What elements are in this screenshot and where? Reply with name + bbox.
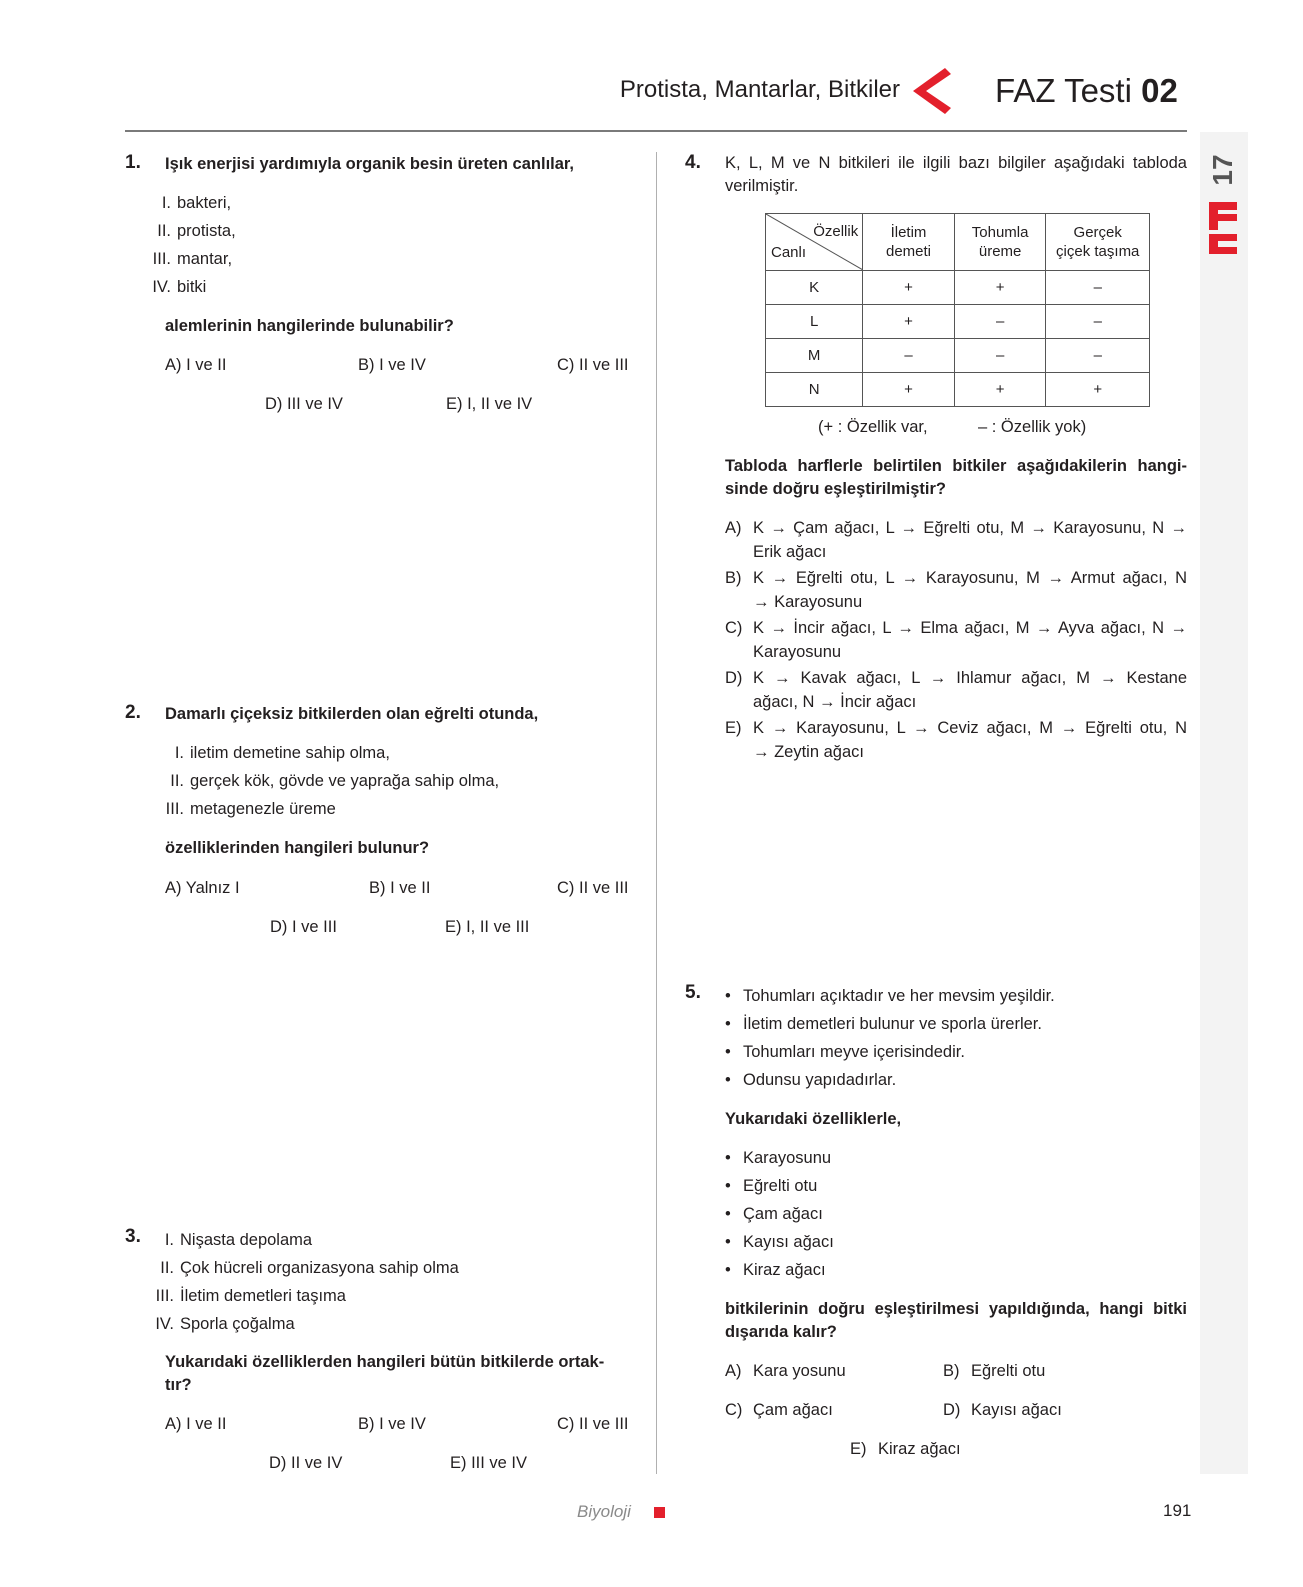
q2-option-d[interactable]: D) I ve III — [270, 918, 337, 936]
table-cell: + — [863, 373, 955, 407]
q4-question-line1: Tabloda harflerle belirtilen bitkiler aşağıdakilerin hangi- — [725, 457, 1187, 475]
q1-option-d[interactable]: D) III ve IV — [265, 395, 343, 413]
table-cell: + — [863, 271, 955, 305]
q2-item: I. iletim demetine sahip olma, — [174, 744, 390, 762]
test-title — [995, 72, 1178, 110]
q5-option-a[interactable]: A) Kara yosunu — [725, 1362, 846, 1380]
q4-option-b[interactable]: B) K → Eğrelti otu, L → Karayosunu, M → Armut ağacı, N → Karayosunu — [725, 569, 1187, 611]
q5-option-d[interactable]: D) Kayısı ağacı — [943, 1401, 1062, 1419]
q1-option-e[interactable]: E) I, II ve IV — [446, 395, 533, 413]
row-label: L — [766, 305, 863, 339]
q1-item: II. protista, — [157, 222, 236, 240]
q5-question-line1: bitkilerinin doğru eşleştirilmesi yapıldığında, hangi bitki — [725, 1300, 1187, 1318]
faz-logo-icon — [1203, 200, 1243, 256]
q1-number: 1. — [125, 152, 141, 173]
q1-item: I. bakteri, — [161, 194, 232, 212]
table-cell: + — [954, 373, 1046, 407]
table-corner-organism: Canlı — [771, 244, 807, 261]
page-number: 191 — [1163, 1501, 1192, 1520]
q3-option-d[interactable]: D) II ve IV — [269, 1454, 343, 1472]
table-cell: – — [954, 339, 1046, 373]
q5-intro: Yukarıdaki özelliklerle, — [725, 1110, 902, 1128]
q5-plant: • Kayısı ağacı — [725, 1233, 834, 1251]
q2-item: III. metagenezle üreme — [165, 800, 336, 818]
q1-item: IV. bitki — [152, 278, 207, 296]
row-label: M — [766, 339, 863, 373]
test-number: 02 — [1141, 72, 1178, 109]
q3-option-e[interactable]: E) III ve IV — [450, 1454, 528, 1472]
q1-question: alemlerinin hangilerinde bulunabilir? — [165, 317, 454, 335]
footer-square-icon — [654, 1507, 665, 1518]
q2-number: 2. — [125, 702, 141, 723]
q1-item: III. mantar, — [152, 250, 233, 268]
q1-stem: Işık enerjisi yardımıyla organik besin üreten canlılar, — [165, 155, 575, 173]
table-corner-cell — [766, 214, 863, 271]
q4-option-a[interactable]: A) K → Çam ağacı, L → Eğrelti otu, M → Karayosunu, N → Erik ağacı — [725, 519, 1187, 561]
chapter-title: Protista, Mantarlar, Bitkiler — [619, 76, 900, 103]
q4-option-d[interactable]: D) K → Kavak ağacı, L → Ihlamur ağacı, M → Kestane ağacı, N → İncir ağacı — [725, 669, 1187, 711]
test-prefix: FAZ Testi — [995, 72, 1132, 109]
q3-item: IV. Sporla çoğalma — [155, 1315, 295, 1333]
q3-item: I. Nişasta depolama — [164, 1231, 313, 1249]
q2-question: özelliklerinden hangileri bulunur? — [165, 839, 430, 857]
q4-option-c[interactable]: C) K → İncir ağacı, L → Elma ağacı, M → Ayva ağacı, N → Karayosunu — [725, 619, 1187, 661]
column-divider — [656, 152, 657, 1474]
table-cell: – — [863, 339, 955, 373]
q1-option-c[interactable]: C) II ve III — [557, 356, 629, 374]
q5-feature: • Odunsu yapıdadırlar. — [725, 1071, 897, 1089]
table-row — [766, 373, 1150, 407]
table-cell: – — [1046, 339, 1150, 373]
row-label: K — [766, 271, 863, 305]
q2-option-c[interactable]: C) II ve III — [557, 879, 629, 897]
q5-feature: • Tohumları açıktadır ve her mevsim yeşildir. — [725, 987, 1055, 1005]
q5-question-line2: dışarıda kalır? — [725, 1323, 837, 1341]
q4-number: 4. — [685, 152, 701, 173]
q4-stem: K, L, M ve N bitkileri ile ilgili bazı bilgiler aşağıdaki tabloda verilmiştir. — [725, 154, 1187, 195]
table-cell: – — [1046, 271, 1150, 305]
table-header: Tohumla üreme — [954, 214, 1046, 271]
table-row — [766, 339, 1150, 373]
q3-question-line2: tır? — [165, 1376, 192, 1394]
q2-item: II. gerçek kök, gövde ve yaprağa sahip olma, — [170, 772, 500, 790]
side-tab-number: 17 — [1207, 154, 1238, 186]
q4-option-e[interactable]: E) K → Karayosunu, L → Ceviz ağacı, M → Eğrelti otu, N → Zeytin ağacı — [725, 719, 1187, 761]
q2-option-b[interactable]: B) I ve II — [369, 879, 431, 897]
q2-option-a[interactable]: A) Yalnız I — [165, 879, 240, 897]
table-cell: – — [1046, 305, 1150, 339]
q5-plant: • Kiraz ağacı — [725, 1261, 826, 1279]
q4-table — [765, 213, 1150, 407]
table-cell: + — [1046, 373, 1150, 407]
footer-subject: Biyoloji — [577, 1502, 631, 1521]
q5-feature: • İletim demetleri bulunur ve sporla ürerler. — [725, 1015, 1042, 1033]
q3-number: 3. — [125, 1226, 141, 1247]
q3-item: III. İletim demetleri taşıma — [155, 1287, 346, 1305]
table-cell: – — [954, 305, 1046, 339]
q5-option-e[interactable]: E) Kiraz ağacı — [850, 1440, 961, 1458]
q5-plant: • Karayosunu — [725, 1149, 832, 1167]
table-corner-feature: Özellik — [813, 223, 859, 240]
table-row — [766, 271, 1150, 305]
q5-option-c[interactable]: C) Çam ağacı — [725, 1401, 833, 1419]
table-header: Gerçek çiçek taşıma — [1046, 214, 1150, 271]
q3-option-a[interactable]: A) I ve II — [165, 1415, 227, 1433]
header-rule — [125, 130, 1187, 132]
q3-item: II. Çok hücreli organizasyona sahip olma — [160, 1259, 459, 1277]
q1-option-a[interactable]: A) I ve II — [165, 356, 227, 374]
side-tab — [1200, 132, 1248, 1474]
table-cell: + — [954, 271, 1046, 305]
q5-plant: • Çam ağacı — [725, 1205, 823, 1223]
q3-option-b[interactable]: B) I ve IV — [358, 1415, 426, 1433]
chevron-left-icon — [905, 68, 951, 114]
legend-plus: (+ : Özellik var, — [818, 418, 928, 436]
q2-stem: Damarlı çiçeksiz bitkilerden olan eğrelti otunda, — [165, 705, 539, 723]
q1-option-b[interactable]: B) I ve IV — [358, 356, 426, 374]
q5-number: 5. — [685, 982, 701, 1003]
row-label: N — [766, 373, 863, 407]
q5-plant: • Eğrelti otu — [725, 1177, 818, 1195]
q4-question-line2: sinde doğru eşleştirilmiştir? — [725, 480, 946, 498]
q5-feature: • Tohumları meyve içerisindedir. — [725, 1043, 965, 1061]
q2-option-e[interactable]: E) I, II ve III — [445, 918, 530, 936]
q5-option-b[interactable]: B) Eğrelti otu — [943, 1362, 1046, 1380]
q3-question-line1: Yukarıdaki özelliklerden hangileri bütün bitkilerde ortak- — [165, 1353, 605, 1371]
table-cell: + — [863, 305, 955, 339]
q3-option-c[interactable]: C) II ve III — [557, 1415, 629, 1433]
table-header: İletim demeti — [863, 214, 955, 271]
legend-minus: – : Özellik yok) — [978, 418, 1087, 436]
table-row — [766, 305, 1150, 339]
